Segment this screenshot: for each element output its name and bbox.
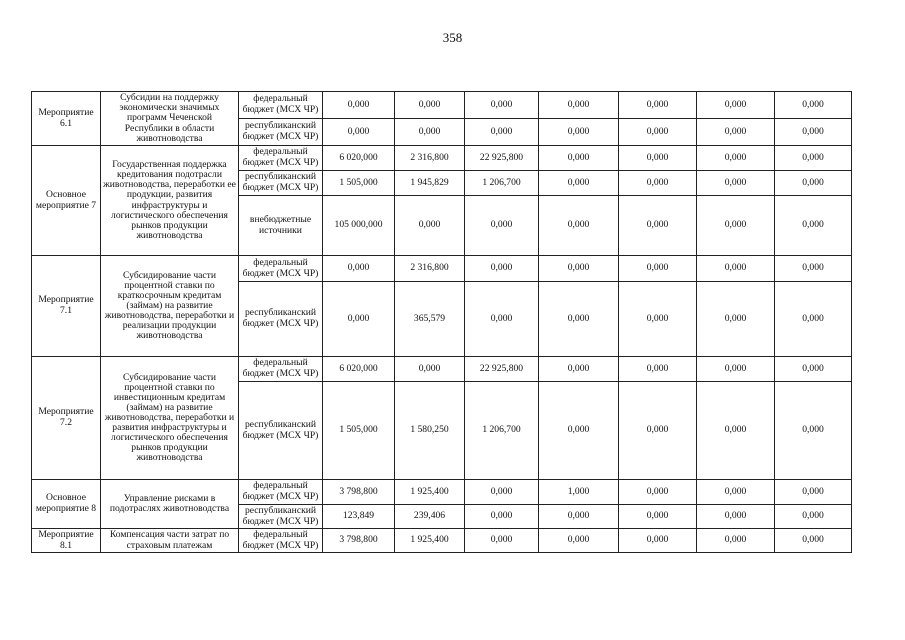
- amount-cell: 0,000: [323, 282, 395, 357]
- amount-cell: 0,000: [775, 505, 852, 529]
- amount-cell: 1,000: [539, 480, 619, 505]
- funding-source: республиканский бюджет (МСХ ЧР): [239, 282, 323, 357]
- table-row: [32, 529, 852, 553]
- amount-cell: 6 020,000: [323, 357, 395, 382]
- activity-name: Мероприятие 7.1: [32, 256, 101, 357]
- activity-description: Субсидирование части процентной ставки по инвестиционным кредитам (займам) на развитие животноводства, переработки и развития инфраструктуры и логистического обеспечения рынков продукции животноводства: [101, 357, 239, 480]
- amount-cell: 0,000: [775, 480, 852, 505]
- amount-cell: 0,000: [539, 256, 619, 282]
- amount-cell: 0,000: [465, 196, 539, 256]
- funding-source: федеральный бюджет (МСХ ЧР): [239, 146, 323, 171]
- amount-cell: 0,000: [697, 357, 775, 382]
- amount-cell: 0,000: [539, 146, 619, 171]
- activity-name: Мероприятие 8.1: [32, 529, 101, 553]
- amount-cell: 0,000: [465, 505, 539, 529]
- table-row: [32, 480, 852, 505]
- amount-cell: 0,000: [775, 529, 852, 553]
- amount-cell: 0,000: [539, 282, 619, 357]
- amount-cell: 2 316,800: [395, 146, 465, 171]
- activity-description: Субсидирование части процентной ставки по краткосрочным кредитам (займам) на развитие животноводства, переработки и реализации продукции животноводства: [101, 256, 239, 357]
- amount-cell: 0,000: [775, 382, 852, 480]
- amount-cell: 0,000: [539, 382, 619, 480]
- amount-cell: 0,000: [465, 529, 539, 553]
- funding-source: федеральный бюджет (МСХ ЧР): [239, 480, 323, 505]
- amount-cell: 0,000: [539, 529, 619, 553]
- amount-cell: 0,000: [619, 382, 697, 480]
- amount-cell: 0,000: [465, 480, 539, 505]
- amount-cell: 0,000: [619, 171, 697, 196]
- budget-table: [31, 91, 852, 553]
- amount-cell: 0,000: [619, 196, 697, 256]
- amount-cell: 0,000: [323, 256, 395, 282]
- funding-source: республиканский бюджет (МСХ ЧР): [239, 119, 323, 146]
- amount-cell: 0,000: [539, 505, 619, 529]
- amount-cell: 0,000: [697, 92, 775, 119]
- amount-cell: 0,000: [775, 146, 852, 171]
- amount-cell: 22 925,800: [465, 146, 539, 171]
- amount-cell: 0,000: [775, 92, 852, 119]
- amount-cell: 0,000: [395, 357, 465, 382]
- activity-name: Основное мероприятие 7: [32, 146, 101, 256]
- amount-cell: 0,000: [775, 171, 852, 196]
- funding-source: республиканский бюджет (МСХ ЧР): [239, 505, 323, 529]
- amount-cell: 22 925,800: [465, 357, 539, 382]
- amount-cell: 0,000: [395, 92, 465, 119]
- amount-cell: 0,000: [619, 357, 697, 382]
- amount-cell: 0,000: [619, 119, 697, 146]
- amount-cell: 0,000: [697, 282, 775, 357]
- amount-cell: 0,000: [465, 92, 539, 119]
- table-body: [32, 92, 852, 553]
- amount-cell: 1 925,400: [395, 480, 465, 505]
- activity-description: Управление рисками в подотраслях животноводства: [101, 480, 239, 529]
- amount-cell: 0,000: [465, 119, 539, 146]
- amount-cell: 0,000: [619, 529, 697, 553]
- amount-cell: 3 798,800: [323, 529, 395, 553]
- amount-cell: 0,000: [697, 119, 775, 146]
- amount-cell: 0,000: [619, 146, 697, 171]
- amount-cell: 123,849: [323, 505, 395, 529]
- amount-cell: 0,000: [539, 171, 619, 196]
- amount-cell: 0,000: [619, 92, 697, 119]
- amount-cell: 1 925,400: [395, 529, 465, 553]
- amount-cell: 2 316,800: [395, 256, 465, 282]
- amount-cell: 0,000: [539, 357, 619, 382]
- amount-cell: 0,000: [465, 282, 539, 357]
- amount-cell: 1 945,829: [395, 171, 465, 196]
- table-row: [32, 92, 852, 119]
- funding-source: федеральный бюджет (МСХ ЧР): [239, 529, 323, 553]
- funding-source: республиканский бюджет (МСХ ЧР): [239, 171, 323, 196]
- amount-cell: 1 505,000: [323, 171, 395, 196]
- amount-cell: 0,000: [323, 92, 395, 119]
- amount-cell: 0,000: [395, 119, 465, 146]
- amount-cell: 0,000: [539, 92, 619, 119]
- table-row: [32, 146, 852, 171]
- table-row: [32, 256, 852, 282]
- amount-cell: 0,000: [323, 119, 395, 146]
- amount-cell: 0,000: [697, 256, 775, 282]
- amount-cell: 0,000: [619, 256, 697, 282]
- page-number: 358: [442, 30, 463, 45]
- amount-cell: 0,000: [539, 119, 619, 146]
- amount-cell: 0,000: [775, 196, 852, 256]
- amount-cell: 6 020,000: [323, 146, 395, 171]
- amount-cell: 3 798,800: [323, 480, 395, 505]
- amount-cell: 0,000: [697, 480, 775, 505]
- amount-cell: 0,000: [465, 256, 539, 282]
- activity-description: Государственная поддержка кредитования подотрасли животноводства, переработки ее продукции, развития инфраструктуры и логистического обеспечения рынков продукции животноводства: [101, 146, 239, 256]
- activity-name: Основное мероприятие 8: [32, 480, 101, 529]
- amount-cell: 365,579: [395, 282, 465, 357]
- activity-description: Субсидии на поддержку экономически значимых программ Чеченской Республики в области животноводства: [101, 92, 239, 146]
- funding-source: федеральный бюджет (МСХ ЧР): [239, 92, 323, 119]
- activity-name: Мероприятие 7.2: [32, 357, 101, 480]
- amount-cell: 1 206,700: [465, 382, 539, 480]
- amount-cell: 0,000: [697, 529, 775, 553]
- amount-cell: 0,000: [775, 119, 852, 146]
- funding-source: внебюджетные источники: [239, 196, 323, 256]
- funding-source: федеральный бюджет (МСХ ЧР): [239, 256, 323, 282]
- amount-cell: 0,000: [619, 282, 697, 357]
- amount-cell: 1 580,250: [395, 382, 465, 480]
- table-row: [32, 357, 852, 382]
- amount-cell: 0,000: [697, 196, 775, 256]
- amount-cell: 0,000: [775, 357, 852, 382]
- amount-cell: 0,000: [697, 505, 775, 529]
- amount-cell: 0,000: [775, 282, 852, 357]
- activity-name: Мероприятие 6.1: [32, 92, 101, 146]
- amount-cell: 0,000: [619, 480, 697, 505]
- amount-cell: 1 206,700: [465, 171, 539, 196]
- amount-cell: 1 505,000: [323, 382, 395, 480]
- amount-cell: 105 000,000: [323, 196, 395, 256]
- amount-cell: 0,000: [395, 196, 465, 256]
- amount-cell: 239,406: [395, 505, 465, 529]
- activity-description: Компенсация части затрат по страховым платежам: [101, 529, 239, 553]
- amount-cell: 0,000: [697, 382, 775, 480]
- amount-cell: 0,000: [697, 171, 775, 196]
- amount-cell: 0,000: [619, 505, 697, 529]
- funding-source: федеральный бюджет (МСХ ЧР): [239, 357, 323, 382]
- amount-cell: 0,000: [697, 146, 775, 171]
- amount-cell: 0,000: [775, 256, 852, 282]
- funding-source: республиканский бюджет (МСХ ЧР): [239, 382, 323, 480]
- amount-cell: 0,000: [539, 196, 619, 256]
